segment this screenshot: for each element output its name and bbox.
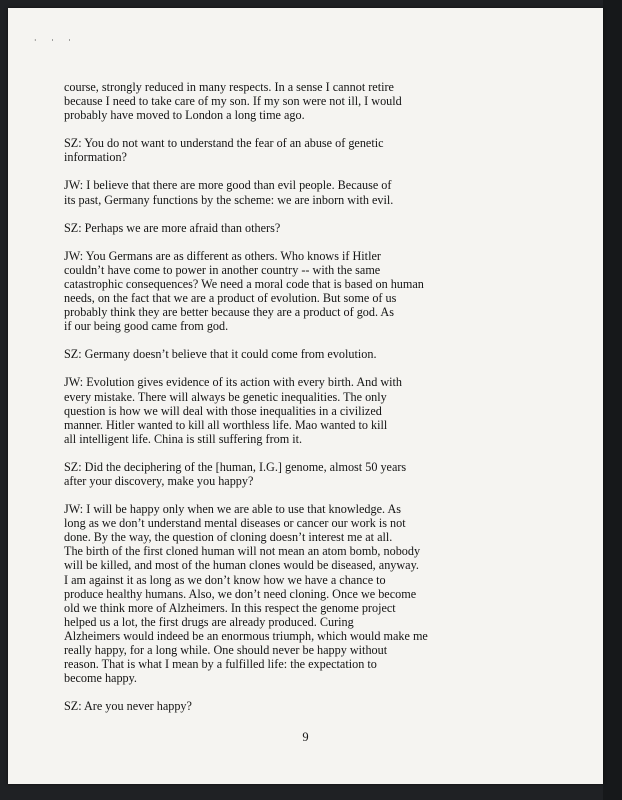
scan-specks: · · · [34, 36, 77, 45]
paragraph [64, 80, 424, 122]
text-line: catastrophic consequences? We need a moral code that is based on human [64, 276, 424, 291]
text-line: SZ: Are you never happy? [64, 699, 192, 714]
text-line: probably think they are better because they are a product of god. As [64, 305, 394, 320]
document-page [8, 8, 603, 784]
text-line: after your discovery, make you happy? [64, 473, 254, 488]
text-line: probably have moved to London a long time ago. [64, 108, 305, 123]
paragraph [64, 699, 424, 713]
text-line: helped us a lot, the first drugs are already produced. Curing [64, 614, 354, 629]
text-line: JW: You Germans are as different as others. Who knows if Hitler [64, 248, 381, 263]
paragraph [64, 136, 424, 164]
text-line: manner. Hitler wanted to kill all worthless life. Mao wanted to kill [64, 417, 388, 432]
text-line: couldn’t have come to power in another country -- with the same [64, 262, 381, 277]
text-line: its past, Germany functions by the scheme: we are inborn with evil. [64, 192, 394, 207]
paragraph [64, 221, 424, 235]
text-line: needs, on the fact that we are a product of evolution. But some of us [64, 291, 397, 306]
text-line: if our being good came from god. [64, 319, 229, 334]
text-line: really happy, for a long while. One should never be happy without [64, 643, 388, 657]
text-line: Alzheimers would indeed be an enormous triumph, which would make me [64, 628, 428, 643]
text-line: JW: I will be happy only when we are able to use that knowledge. As [64, 502, 401, 517]
text-line: JW: Evolution gives evidence of its action with every birth. And with [64, 375, 403, 390]
paragraph [64, 375, 424, 445]
text-line: course, strongly reduced in many respects. In a sense I cannot retire [64, 80, 394, 94]
text-line: long as we don’t understand mental diseases or cancer our work is not [64, 516, 406, 531]
paragraph [64, 347, 424, 361]
document-body [64, 80, 428, 727]
text-line: SZ: Did the deciphering of the [human, I.G.] genome, almost 50 years [64, 459, 407, 474]
page-number: 9 [302, 730, 309, 744]
text-line: SZ: You do not want to understand the fear of an abuse of genetic [64, 136, 384, 151]
text-line: SZ: Perhaps we are more afraid than others? [64, 220, 281, 235]
paragraph [64, 178, 424, 206]
text-line: because I need to take care of my son. If my son were not ill, I would [64, 94, 402, 109]
text-line: The birth of the first cloned human will not mean an atom bomb, nobody [64, 544, 421, 559]
text-line: old we think more of Alzheimers. In this respect the genome project [64, 600, 396, 615]
paragraph [64, 249, 424, 334]
text-line: all intelligent life. China is still suffering from it. [64, 431, 303, 446]
text-line: question is how we will deal with those inequalities in a civilized [64, 403, 382, 418]
text-line: information? [64, 150, 127, 165]
paragraph [64, 460, 424, 488]
text-line: become happy. [64, 671, 137, 686]
text-line: reason. That is what I mean by a fulfilled life: the expectation to [64, 657, 377, 672]
text-line: I am against it as long as we don’t know how we have a chance to [64, 572, 386, 587]
text-line: every mistake. There will always be genetic inequalities. The only [64, 389, 387, 404]
text-line: JW: I believe that there are more good than evil people. Because of [64, 178, 392, 193]
text-line: produce healthy humans. Also, we don’t need cloning. Once we become [64, 586, 417, 601]
scan-background-edge [603, 0, 622, 800]
text-line: done. By the way, the question of cloning doesn’t interest me at all. [64, 530, 393, 545]
text-line: will be killed, and most of the human clones would be diseased, anyway. [64, 558, 419, 573]
text-line: SZ: Germany doesn’t believe that it could come from evolution. [64, 347, 377, 362]
paragraph [64, 502, 428, 686]
